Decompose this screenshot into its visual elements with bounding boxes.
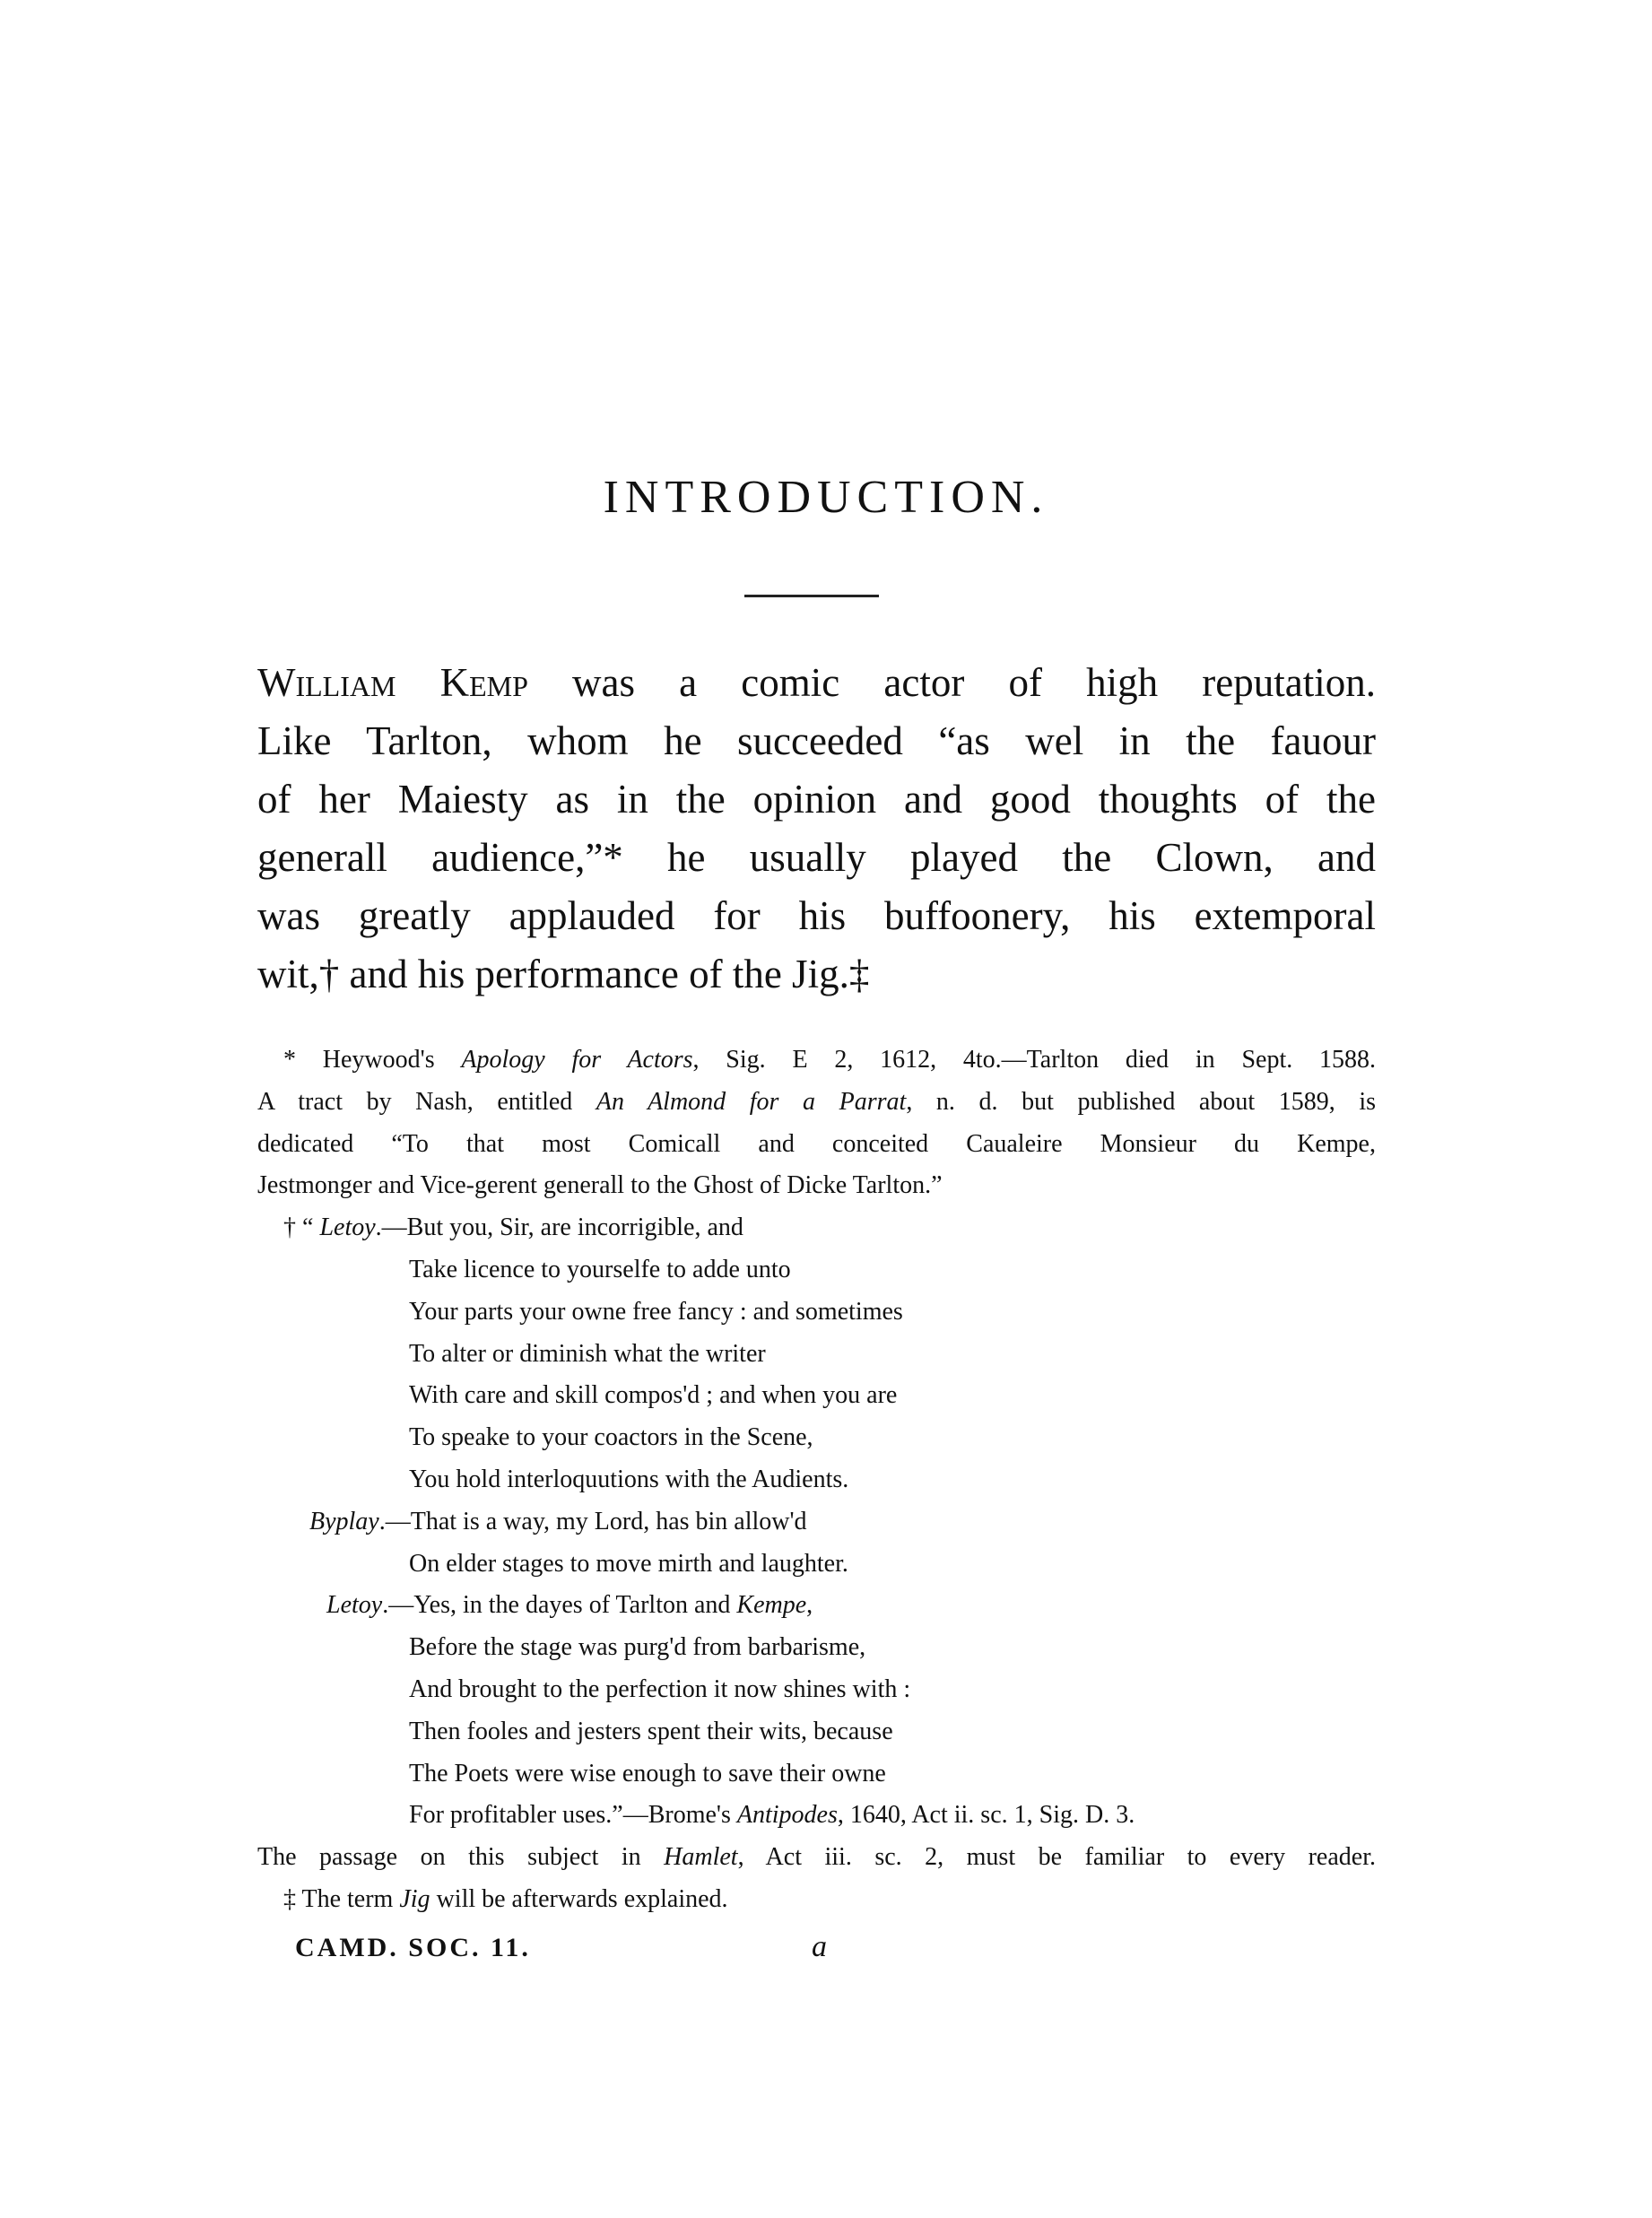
footnote-line [409, 1550, 848, 1579]
signature-mark: a [812, 1930, 827, 1963]
text-run: Before the stage was purg'd from barbarisme, [409, 1633, 866, 1662]
italic-text: Antipodes [736, 1801, 838, 1830]
italic-text: Apology for Actors [461, 1046, 693, 1074]
footnote-line [409, 1760, 886, 1788]
text-run: was greatly applauded for his buffoonery, his extemporal [257, 893, 1376, 938]
italic-text: Byplay [309, 1507, 379, 1535]
text-run: † “ [283, 1213, 320, 1242]
text-run: , 1640, Act ii. sc. 1, Sig. D. 3. [837, 1801, 1135, 1830]
italic-text: Hamlet [664, 1843, 738, 1872]
text-run: The passage on this subject in [257, 1843, 665, 1872]
text-run: generall audience,”* he usually played the Clown, and [257, 835, 1376, 880]
footnote-line [257, 1088, 1376, 1117]
footnote-line [283, 1885, 728, 1914]
footnote-line [409, 1423, 813, 1452]
small-caps-text: William Kemp [257, 660, 528, 705]
text-run: Your parts your owne free fancy : and sometimes [409, 1297, 903, 1326]
paragraph-line [257, 776, 1376, 822]
text-run: Take licence to yourselfe to adde unto [409, 1256, 791, 1283]
text-run: will be afterwards explained. [430, 1885, 728, 1913]
footnote-line [409, 1381, 897, 1410]
text-run: To speake to your coactors in the Scene, [409, 1423, 813, 1452]
text-run: of her Maiesty as in the opinion and good thoughts of the [257, 777, 1376, 822]
footnote-line [257, 1171, 943, 1200]
italic-text: Jig [399, 1885, 430, 1913]
text-run: Like Tarlton, whom he succeeded “as wel in the fauour [257, 718, 1376, 763]
italic-text: Kempe [736, 1591, 807, 1620]
text-run: To alter or diminish what the writer [409, 1339, 766, 1368]
footnote-line [409, 1298, 903, 1326]
footnote-line [409, 1675, 910, 1704]
paragraph-line [257, 892, 1376, 939]
paragraph-line [257, 951, 1376, 997]
text-run: .—But you, Sir, are incorrigible, and [375, 1213, 743, 1242]
italic-text: Letoy [319, 1213, 376, 1242]
text-run: , Sig. E 2, 1612, 4to.—Tarlton died in Sept. 1588. [692, 1046, 1376, 1074]
italic-text: An Almond for a Parrat [596, 1087, 907, 1116]
footnote-line [326, 1591, 813, 1620]
text-run: A tract by Nash, entitled [257, 1087, 596, 1116]
paragraph-line [257, 834, 1376, 881]
text-run: ‡ The term [283, 1885, 400, 1913]
text-run: , [806, 1591, 813, 1620]
footnote-line [409, 1466, 848, 1494]
text-run: wit,† and his performance of the Jig.‡ [257, 952, 870, 996]
paragraph-line [257, 659, 1376, 706]
text-run: And brought to the perfection it now shines with : [409, 1675, 911, 1703]
text-run: .—That is a way, my Lord, has bin allow'd [378, 1507, 807, 1535]
text-run: Then fooles and jesters spent their wits, because [409, 1717, 893, 1745]
footnote-line [409, 1718, 893, 1746]
text-run: , Act iii. sc. 2, must be familiar to every reader. [737, 1843, 1376, 1872]
text-run: * Heywood's [283, 1046, 462, 1074]
text-run: The Poets were wise enough to save their owne [409, 1759, 886, 1787]
text-run: With care and skill compos'd ; and when you are [409, 1381, 898, 1410]
text-run: was a comic actor of high reputation. [527, 660, 1376, 705]
footnote-line [283, 1213, 743, 1242]
footnote-line [409, 1801, 1135, 1830]
footnote-line [409, 1256, 791, 1284]
text-run: For profitabler uses.”—Brome's [409, 1801, 737, 1830]
footnote-line [409, 1633, 865, 1662]
signature-line: CAMD. SOC. 11. [295, 1933, 531, 1962]
footnote-line [257, 1130, 1376, 1159]
footnote-line [257, 1843, 1376, 1872]
text-run: , n. d. but published about 1589, is [906, 1087, 1376, 1116]
footnote-line [309, 1508, 807, 1536]
text-run: .—Yes, in the dayes of Tarlton and [382, 1591, 737, 1620]
italic-text: Letoy [326, 1591, 383, 1620]
paragraph-line [257, 718, 1376, 764]
text-run: You hold interloquutions with the Audients. [409, 1466, 849, 1493]
text-run: dedicated “To that most Comicall and conceited Caualeire Monsieur du Kempe, [257, 1129, 1376, 1158]
footnote-line [409, 1340, 766, 1369]
text-run: Jestmonger and Vice-gerent generall to the Ghost of Dicke Tarlton.” [257, 1171, 943, 1200]
text-run: On elder stages to move mirth and laughter. [409, 1549, 848, 1578]
title-divider [744, 595, 879, 597]
footnote-line [283, 1046, 1376, 1074]
page-title: INTRODUCTION. [603, 472, 1049, 523]
